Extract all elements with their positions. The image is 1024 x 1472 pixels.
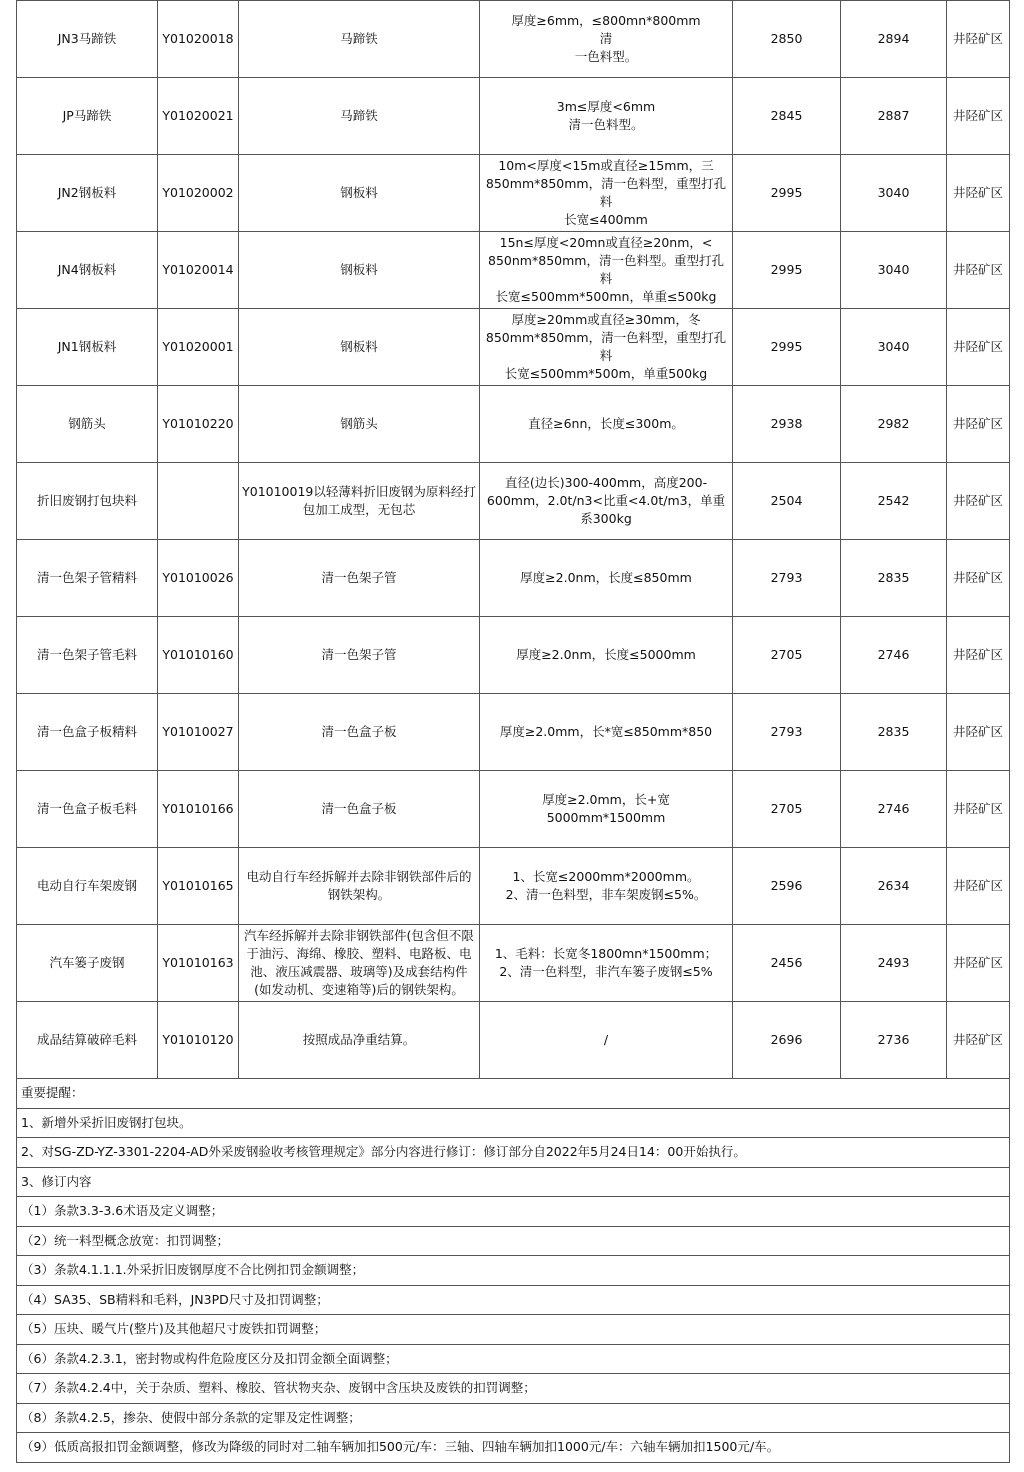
area-cell: 井陉矿区 — [947, 463, 1010, 540]
material-code-cell: Y01010220 — [158, 386, 239, 463]
price-2-cell: 3040 — [841, 232, 947, 309]
spec-cell: 3m≤厚度<6mm 清一色料型。 — [480, 78, 733, 155]
spec-cell: / — [480, 1002, 733, 1079]
price-1-cell: 2995 — [733, 309, 841, 386]
table-row — [17, 617, 1010, 694]
material-code-cell: Y01020002 — [158, 155, 239, 232]
category-cell: 钢筋头 — [239, 386, 480, 463]
material-name-cell: 汽车篓子废钢 — [17, 925, 158, 1002]
material-name-cell: JP马蹄铁 — [17, 78, 158, 155]
note-row — [17, 1138, 1010, 1168]
material-name-cell: JN1钢板料 — [17, 309, 158, 386]
price-2-cell: 2634 — [841, 848, 947, 925]
price-2-cell: 2746 — [841, 617, 947, 694]
area-cell: 井陉矿区 — [947, 771, 1010, 848]
document-page — [16, 0, 1009, 1463]
price-1-cell: 2793 — [733, 540, 841, 617]
table-row — [17, 309, 1010, 386]
area-cell: 井陉矿区 — [947, 78, 1010, 155]
price-2-cell: 2887 — [841, 78, 947, 155]
note-row — [17, 1256, 1010, 1286]
table-row — [17, 694, 1010, 771]
note-text: （1）条款3.3-3.6术语及定义调整； — [17, 1197, 1010, 1227]
area-cell: 井陉矿区 — [947, 1, 1010, 78]
table-row — [17, 1002, 1010, 1079]
area-cell: 井陉矿区 — [947, 848, 1010, 925]
area-cell: 井陉矿区 — [947, 232, 1010, 309]
spec-cell: 厚度≥2.0mm，长+宽5000mm*1500mm — [480, 771, 733, 848]
note-text: 重要提醒： — [17, 1079, 1010, 1109]
category-cell: 马蹄铁 — [239, 78, 480, 155]
category-cell: 钢板料 — [239, 309, 480, 386]
price-2-cell: 2835 — [841, 540, 947, 617]
material-name-cell: 折旧废钢打包块料 — [17, 463, 158, 540]
note-text: 3、修订内容 — [17, 1167, 1010, 1197]
material-code-cell: Y01010165 — [158, 848, 239, 925]
price-2-cell: 2542 — [841, 463, 947, 540]
material-code-cell: Y01010163 — [158, 925, 239, 1002]
material-name-cell: JN4钢板料 — [17, 232, 158, 309]
note-row — [17, 1079, 1010, 1109]
note-text: 1、新增外采折旧废钢打包块。 — [17, 1108, 1010, 1138]
note-text: （9）低质高报扣罚金额调整，修改为降级的同时对二轴车辆加扣500元/车：三轴、四轴车辆加扣1000元/车：六轴车辆加扣1500元/车。 — [17, 1433, 1010, 1463]
note-text: （8）条款4.2.5，掺杂、使假中部分条款的定罪及定性调整； — [17, 1403, 1010, 1433]
price-1-cell: 2995 — [733, 232, 841, 309]
price-1-cell: 2456 — [733, 925, 841, 1002]
material-code-cell: Y01010027 — [158, 694, 239, 771]
area-cell: 井陉矿区 — [947, 309, 1010, 386]
table-row — [17, 848, 1010, 925]
area-cell: 井陉矿区 — [947, 1002, 1010, 1079]
note-row — [17, 1344, 1010, 1374]
category-cell: 马蹄铁 — [239, 1, 480, 78]
table-row — [17, 386, 1010, 463]
material-code-cell — [158, 463, 239, 540]
area-cell: 井陉矿区 — [947, 155, 1010, 232]
table-row — [17, 771, 1010, 848]
price-1-cell: 2596 — [733, 848, 841, 925]
note-text: （4）SA35、SB精料和毛料，JN3PD尺寸及扣罚调整； — [17, 1285, 1010, 1315]
spec-cell: 厚度≥20mm或直径≥30mm，冬 850mm*850mm，清一色料型，重型打孔 料 长宽≤500mm*500m，单重500kg — [480, 309, 733, 386]
note-row — [17, 1226, 1010, 1256]
category-cell: 汽车经拆解并去除非钢铁部件(包含但不限 于油污、海绵、橡胶、塑料、电路板、电 池、液压减震器、玻璃等)及成套结构件 (如发动机、变速箱等)后的钢铁架构。 — [239, 925, 480, 1002]
price-1-cell: 2696 — [733, 1002, 841, 1079]
note-text: （2）统一料型概念放宽：扣罚调整； — [17, 1226, 1010, 1256]
note-text: （7）条款4.2.4中，关于杂质、塑料、橡胶、管状物夹杂、废钢中含压块及废铁的扣罚调整； — [17, 1374, 1010, 1404]
table-row — [17, 463, 1010, 540]
table-body — [17, 1, 1010, 1079]
material-code-cell: Y01010166 — [158, 771, 239, 848]
price-1-cell: 2845 — [733, 78, 841, 155]
price-2-cell: 2835 — [841, 694, 947, 771]
price-2-cell: 3040 — [841, 309, 947, 386]
material-name-cell: 钢筋头 — [17, 386, 158, 463]
category-cell: 按照成品净重结算。 — [239, 1002, 480, 1079]
area-cell: 井陉矿区 — [947, 694, 1010, 771]
price-2-cell: 2894 — [841, 1, 947, 78]
note-row — [17, 1167, 1010, 1197]
material-name-cell: 清一色架子管精料 — [17, 540, 158, 617]
material-name-cell: 成品结算破碎毛料 — [17, 1002, 158, 1079]
category-cell: 清一色架子管 — [239, 617, 480, 694]
note-text: 2、对SG-ZD-YZ-3301-2204-AD外采废钢验收考核管理规定》部分内容进行修订：修订部分自2022年5月24日14：00开始执行。 — [17, 1138, 1010, 1168]
area-cell: 井陉矿区 — [947, 925, 1010, 1002]
price-2-cell: 2736 — [841, 1002, 947, 1079]
material-name-cell: 电动自行车架废钢 — [17, 848, 158, 925]
note-row — [17, 1433, 1010, 1463]
note-row — [17, 1315, 1010, 1345]
note-row — [17, 1285, 1010, 1315]
note-row — [17, 1108, 1010, 1138]
scrap-price-table — [16, 0, 1010, 1463]
price-1-cell: 2995 — [733, 155, 841, 232]
category-cell: 清一色盒子板 — [239, 771, 480, 848]
material-name-cell: JN2钢板料 — [17, 155, 158, 232]
note-text: （3）条款4.1.1.1.外采折旧废钢厚度不合比例扣罚金额调整； — [17, 1256, 1010, 1286]
material-code-cell: Y01010026 — [158, 540, 239, 617]
spec-cell: 直径(边长)300-400mm，高度200- 600mm，2.0t/n3<比重<4.0t/m3，单重 系300kg — [480, 463, 733, 540]
category-cell: Y01010019以轻薄料折旧废钢为原料经打 包加工成型，无包芯 — [239, 463, 480, 540]
material-code-cell: Y01010120 — [158, 1002, 239, 1079]
area-cell: 井陉矿区 — [947, 540, 1010, 617]
note-text: （6）条款4.2.3.1，密封物或构件危险度区分及扣罚金额全面调整； — [17, 1344, 1010, 1374]
category-cell: 钢板料 — [239, 155, 480, 232]
material-code-cell: Y01010160 — [158, 617, 239, 694]
price-2-cell: 2746 — [841, 771, 947, 848]
material-name-cell: JN3马蹄铁 — [17, 1, 158, 78]
material-code-cell: Y01020001 — [158, 309, 239, 386]
table-row — [17, 925, 1010, 1002]
table-row — [17, 232, 1010, 309]
price-1-cell: 2705 — [733, 771, 841, 848]
note-row — [17, 1374, 1010, 1404]
material-code-cell: Y01020018 — [158, 1, 239, 78]
price-1-cell: 2793 — [733, 694, 841, 771]
table-row — [17, 78, 1010, 155]
material-name-cell: 清一色架子管毛料 — [17, 617, 158, 694]
category-cell: 钢板料 — [239, 232, 480, 309]
material-name-cell: 清一色盒子板毛料 — [17, 771, 158, 848]
note-text: （5）压块、暖气片(整片)及其他超尺寸废铁扣罚调整； — [17, 1315, 1010, 1345]
spec-cell: 厚度≥2.0nm，长度≤5000mm — [480, 617, 733, 694]
table-row — [17, 540, 1010, 617]
spec-cell: 10m<厚度<15m或直径≥15mm，三 850mm*850mm，清一色料型，重型打孔 料 长宽≤400mm — [480, 155, 733, 232]
price-1-cell: 2705 — [733, 617, 841, 694]
notes-section — [17, 1079, 1010, 1463]
spec-cell: 厚度≥2.0mm，长*宽≤850mm*850 — [480, 694, 733, 771]
area-cell: 井陉矿区 — [947, 617, 1010, 694]
category-cell: 清一色架子管 — [239, 540, 480, 617]
spec-cell: 直径≥6nn，长度≤300m。 — [480, 386, 733, 463]
spec-cell: 1、长宽≤2000mm*2000mm。 2、清一色料型，非车架废钢≤5%。 — [480, 848, 733, 925]
material-code-cell: Y01020014 — [158, 232, 239, 309]
price-1-cell: 2504 — [733, 463, 841, 540]
note-row — [17, 1197, 1010, 1227]
price-2-cell: 3040 — [841, 155, 947, 232]
spec-cell: 15n≤厚度<20mn或直径≥20nm，< 850nm*850mm，清一色料型。重型打孔 料 长宽≤500mm*500mn，单重≤500kg — [480, 232, 733, 309]
price-1-cell: 2850 — [733, 1, 841, 78]
price-1-cell: 2938 — [733, 386, 841, 463]
price-2-cell: 2493 — [841, 925, 947, 1002]
material-code-cell: Y01020021 — [158, 78, 239, 155]
area-cell: 井陉矿区 — [947, 386, 1010, 463]
table-row — [17, 155, 1010, 232]
category-cell: 电动自行车经拆解并去除非钢铁部件后的 钢铁架构。 — [239, 848, 480, 925]
table-row — [17, 1, 1010, 78]
spec-cell: 厚度≥6mm，≤800mn*800mm 清 一色料型。 — [480, 1, 733, 78]
price-2-cell: 2982 — [841, 386, 947, 463]
spec-cell: 厚度≥2.0nm，长度≤850mm — [480, 540, 733, 617]
material-name-cell: 清一色盒子板精料 — [17, 694, 158, 771]
category-cell: 清一色盒子板 — [239, 694, 480, 771]
note-row — [17, 1403, 1010, 1433]
spec-cell: 1、毛料：长宽冬1800mn*1500mm； 2、清一色料型，非汽车篓子废钢≤5% — [480, 925, 733, 1002]
